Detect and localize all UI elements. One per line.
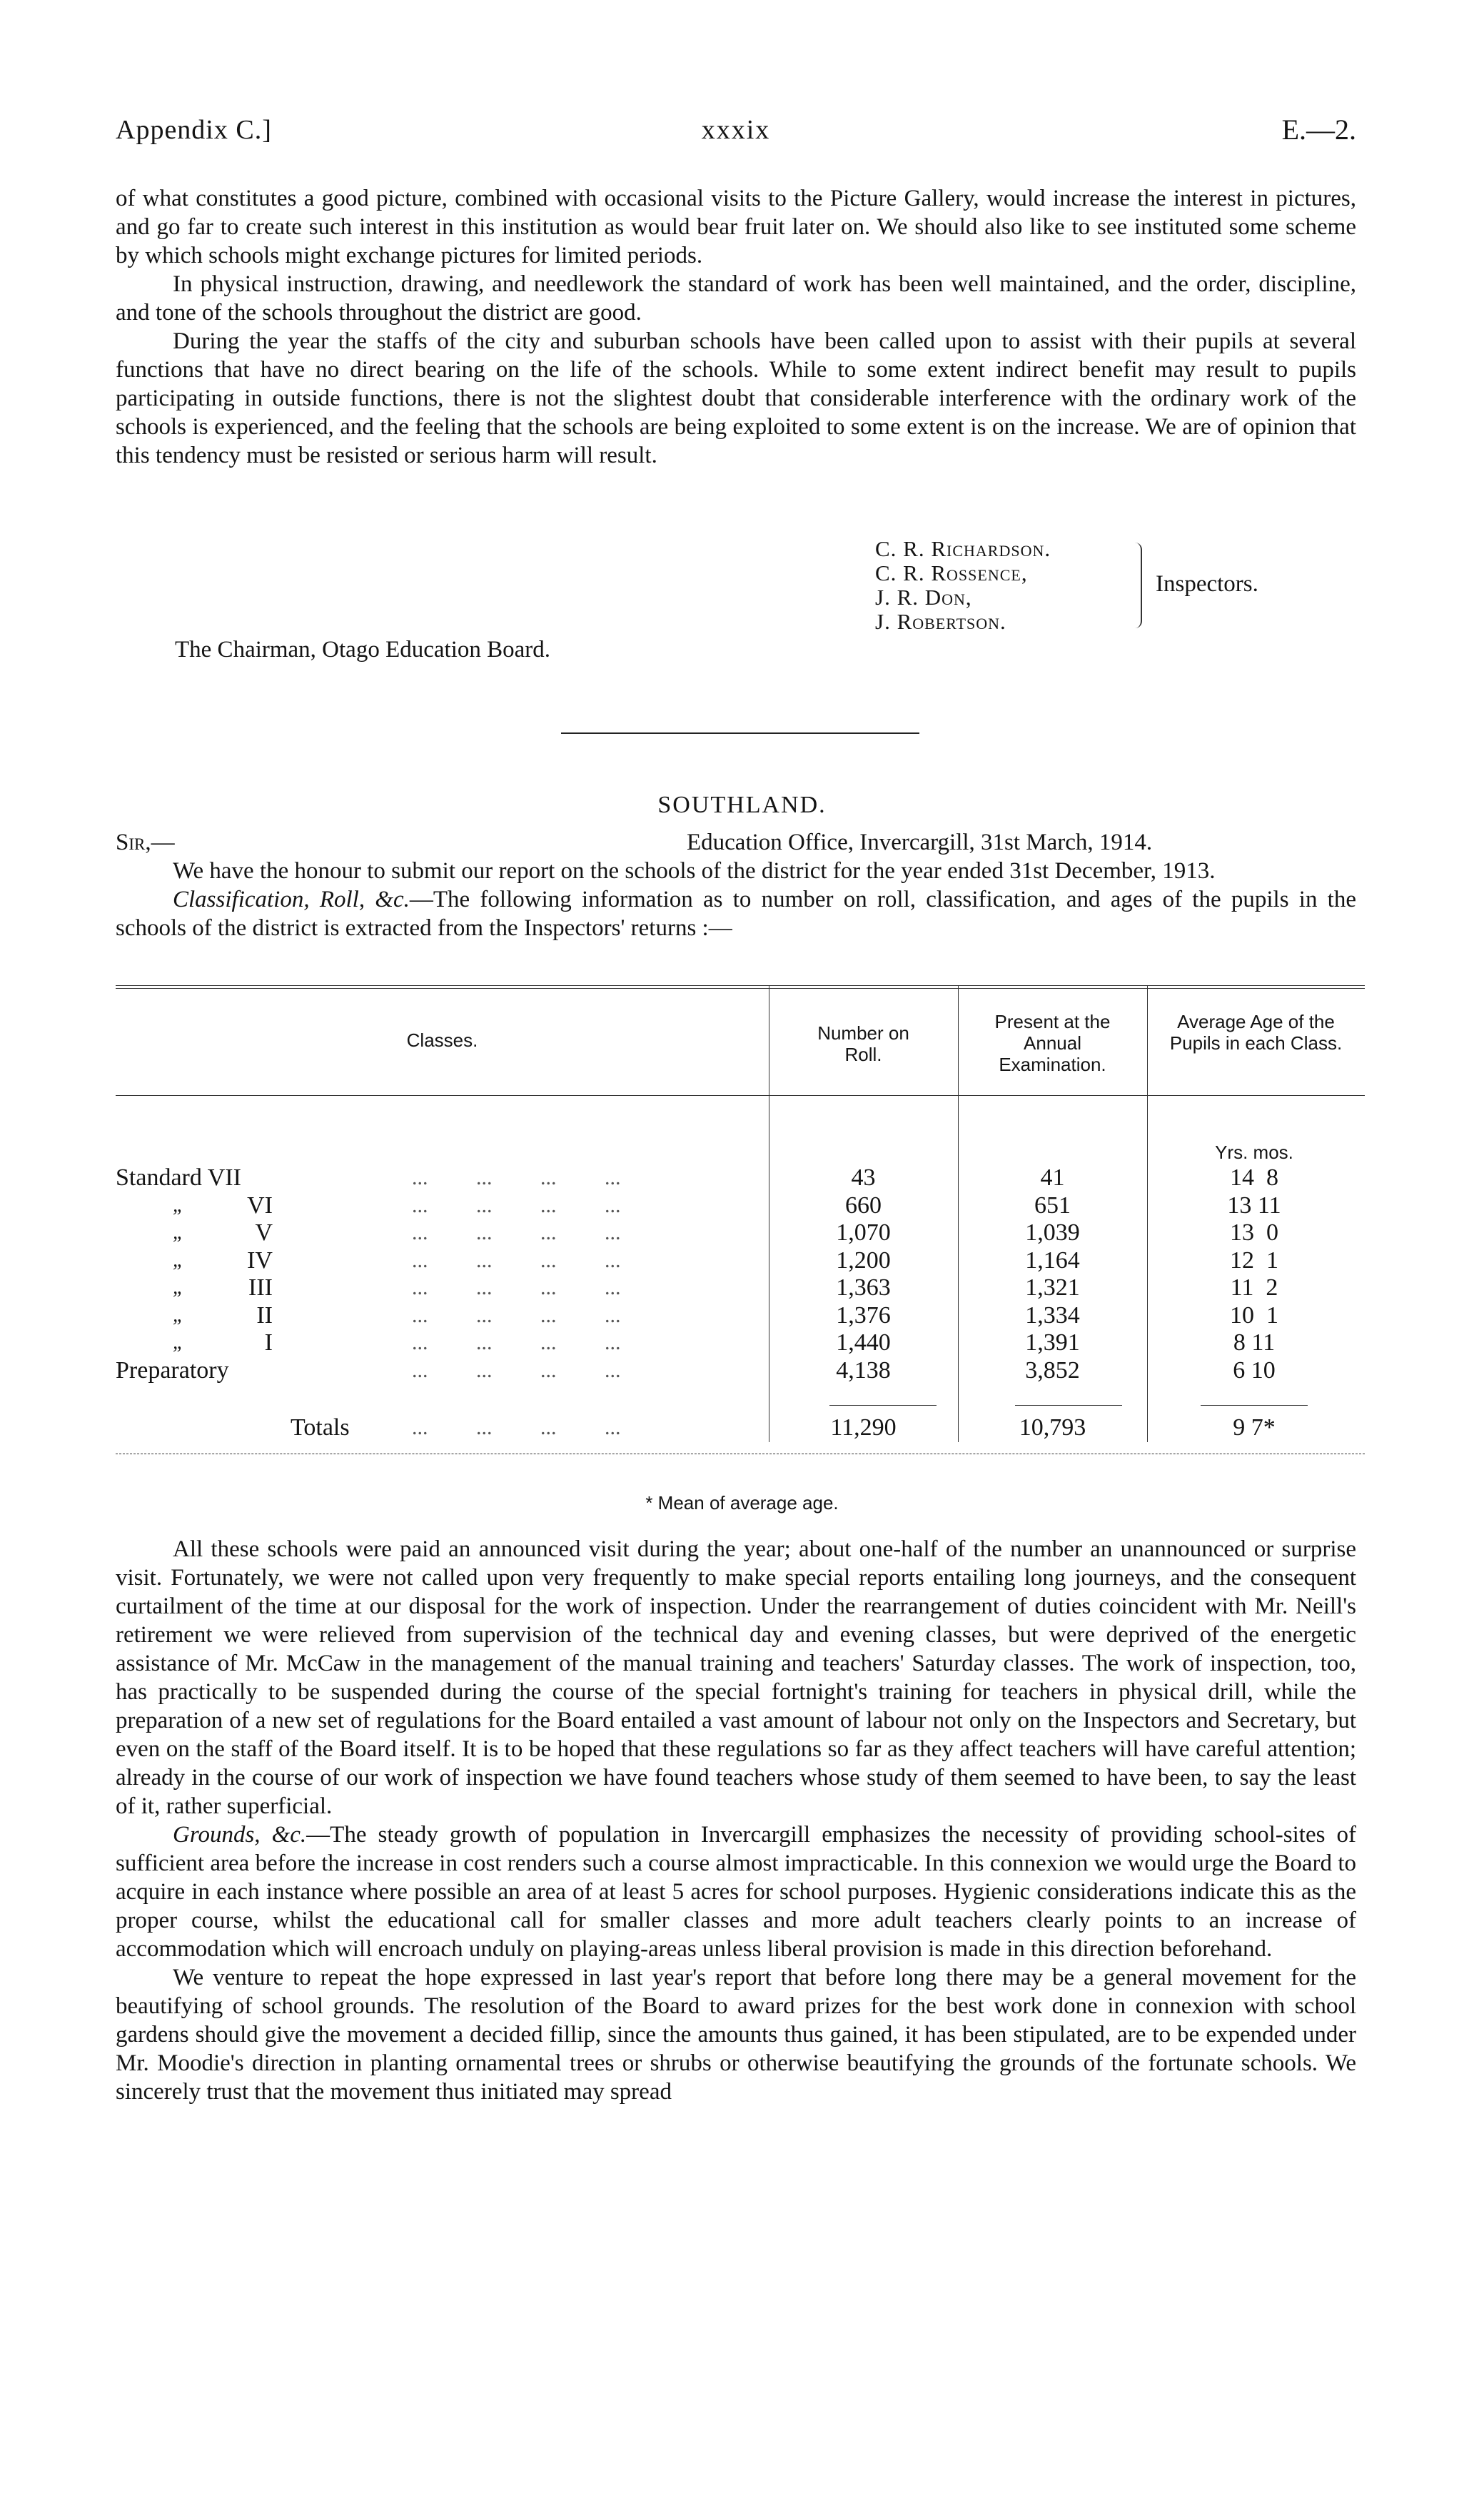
age-units: Yrs. mos. [1215,1142,1293,1163]
table-row [116,1192,1365,1219]
table-row [116,1247,1365,1274]
leader-dots: ... ... ... ... [401,1166,621,1189]
paragraph-visits: All these schools were paid an announced visit during the year; about one-half of the number an unannounced or surprise visit. Fortunately, we were not called upon very frequently to make special reports entailing long journeys, and the consequent curtailment of the time at our disposal for the work of inspection. Under the rearrangement of duties coincident with Mr. Neill's retirement we were relieved from supervision of the technical day and evening classes, but were deprived of the energetic assistance of Mr. McCaw in the management of the manual training and teachers' Saturday classes. The work of inspection, too, has practically to be suspended during the course of the special fortnight's training for teachers in physical drill, while the preparation of a new set of regulations for the Board entailed a vast amount of labour not only on the Inspectors and Secretary, but even on the staff of the Board itself. It is to be hoped that these regulations so far as they affect teachers will have careful attention; already in the course of our work of inspection we have found teachers whose study of them seemed to have been, to say the least of it, rather superficial. [116,1536,1356,1819]
age-value: 14 8 [1230,1164,1278,1191]
section-title: SOUTHLAND. [657,792,827,818]
present-value: 1,164 [1025,1247,1080,1274]
running-head [116,116,1356,151]
southland-intro [116,857,1356,942]
salutation-line [116,828,1356,858]
table-row [116,1219,1365,1246]
paragraph-functions: During the year the staffs of the city and suburban schools have been called upon to assist with their pupils at several functions that have no direct bearing on the life of the schools. While to some extent indirect benefit may result to pupils participating in outside functions, there is not the slightest doubt that considerable interference with the ordinary work of the schools is experienced, and the feeling that the schools are being exploited to some extent is on the increase. We are of opinion that this tendency must be resisted or serious harm will result. [116,328,1356,468]
paragraph-grounds [116,1820,1356,1963]
header-present: Present at the Annual Examination. [994,1011,1111,1075]
present-value: 651 [1034,1192,1071,1219]
table-row [116,1301,1365,1329]
totals-roll: 11,290 [830,1414,897,1441]
section-divider [561,732,919,734]
roll-value: 1,363 [836,1274,891,1301]
leader-dots: ... ... ... ... [401,1416,621,1439]
ditto-mark: „ [173,1331,184,1354]
age-value: 12 1 [1230,1247,1278,1274]
totals-present: 10,793 [1019,1414,1086,1441]
ditto-mark: „ [173,1222,184,1244]
row-label: Standard VII [116,1164,241,1191]
present-value: 41 [1040,1164,1065,1191]
table-row [116,1274,1365,1301]
leader-dots: ... ... ... ... [401,1331,621,1354]
age-value: 10 1 [1230,1301,1278,1329]
leader-dots: ... ... ... ... [401,1193,621,1217]
roll-value: 660 [845,1192,882,1219]
paragraph-beautify: We venture to repeat the hope expressed in last year's report that before long there may be a general movement for the beautifying of school grounds. The resolution of the Board to award prizes for the best work done in connexion with school gardens should give the movement a decided fillip, since the amounts thus gained, it has been stipulated, are to be expended under Mr. Moodie's direction in planting ornamental trees or shrubs or otherwise beautifying the grounds of the fortunate schools. We sincerely trust that the movement thus initiated may spread [116,1965,1356,2105]
dateline: Education Office, Invercargill, 31st March, 1914. [687,830,1153,855]
classification-table [116,985,1365,1485]
appendix-label: Appendix C.] [116,115,272,145]
sum-rule [1015,1405,1122,1406]
standard-number: IV [247,1247,273,1274]
present-value: 1,321 [1025,1274,1080,1301]
standard-number: V [255,1219,273,1246]
ditto-mark: „ [173,1304,184,1326]
paragraph-physical-instruction: In physical instruction, drawing, and needlework the standard of work has been well maintained, and the order, discipline, and tone of the schools throughout the district are good. [116,271,1356,326]
leader-dots: ... ... ... ... [401,1303,621,1327]
standard-number: III [248,1274,273,1301]
otago-report-end [116,184,1356,470]
table-top-rule [116,985,1365,986]
leader-dots: ... ... ... ... [401,1248,621,1272]
header-classes: Classes. [406,1029,478,1051]
leader-dots: ... ... ... ... [401,1276,621,1299]
present-value: 3,852 [1025,1356,1080,1384]
ditto-mark: „ [173,1276,184,1299]
southland-body [116,1535,1356,2106]
table-row [116,1164,1365,1191]
roll-value: 1,440 [836,1329,891,1356]
table-footnote: * Mean of average age. [645,1492,839,1514]
leader-dots: ... ... ... ... [401,1358,621,1382]
age-value: 13 11 [1227,1192,1281,1219]
classification-heading: Classification, Roll, &c. [173,887,410,912]
paragraph-pictures: of what constitutes a good picture, combined with occasional visits to the Picture Gallery, would increase the interest in pictures, and go far to create such interest in this institution as would bear fruit later on. We should also like to see instituted some scheme by which schools might exchange pictures for limited periods. [116,186,1356,268]
standard-number: I [264,1329,273,1356]
present-value: 1,391 [1025,1329,1080,1356]
signatory: C. R. Richardson. [875,536,1051,561]
signatory: C. R. Rossence, [875,560,1028,585]
brace [1134,543,1142,628]
signatory-list [875,537,1051,634]
header-roll: Number on Roll. [817,1022,909,1065]
salutation: Sir,— [116,830,175,855]
roll-value: 1,376 [836,1301,891,1329]
table-header-rule [116,1095,1365,1096]
signature-block [875,537,1361,644]
signatory: J. Robertson. [875,609,1006,634]
header-age: Average Age of the Pupils in each Class. [1169,1011,1343,1054]
ditto-mark: „ [173,1249,184,1271]
present-value: 1,334 [1025,1301,1080,1329]
classification-text: —The following information as to number on roll, classification, and ages of the pupils in the schools of the district is extracted from the Inspectors' returns :— [116,887,1356,941]
standard-number: II [256,1301,273,1329]
roll-value: 4,138 [836,1356,891,1384]
grounds-heading: Grounds, &c. [173,1822,307,1848]
page-number: xxxix [701,115,771,145]
present-value: 1,039 [1025,1219,1080,1246]
table-row [116,1356,1365,1384]
signatory: J. R. Don, [875,585,972,610]
table-row [116,1329,1365,1356]
grounds-text: —The steady growth of population in Invercargill emphasizes the necessity of providing school-sites of sufficient area before the increase in cost renders such a course almost impracticable. In this connexion we would urge the Board to acquire in each instance where possible an area of at least 5 acres for school purposes. Hygienic considerations indicate this as the proper course, whilst the educational call for smaller classes and more adult teachers clearly points to an increase of accommodation which will encroach unduly on playing-areas unless liberal provision is made in this direction beforehand. [116,1822,1356,1962]
signatory-role: Inspectors. [1156,571,1258,597]
roll-value: 43 [851,1164,876,1191]
age-value: 13 0 [1230,1219,1278,1246]
roll-value: 1,200 [836,1247,891,1274]
ditto-mark: „ [173,1194,184,1217]
addressee: The Chairman, Otago Education Board. [175,637,551,663]
table-row-totals [116,1414,1365,1441]
row-label: Preparatory [116,1356,229,1384]
standard-number: VI [247,1192,273,1219]
age-value: 11 2 [1230,1274,1278,1301]
age-value: 6 10 [1233,1356,1276,1384]
age-value: 8 11 [1233,1329,1276,1356]
paragraph-classification [116,885,1356,942]
sum-rule [829,1405,937,1406]
leader-dots: ... ... ... ... [401,1221,621,1244]
totals-label: Totals [291,1414,350,1441]
sum-rule [1201,1405,1308,1406]
paragraph-intro: We have the honour to submit our report on the schools of the district for the year ended 31st December, 1913. [173,858,1216,884]
table-top-rule-2 [116,988,1365,989]
roll-value: 1,070 [836,1219,891,1246]
document-reference: E.—2. [1281,114,1356,146]
totals-age: 9 7* [1233,1414,1276,1441]
